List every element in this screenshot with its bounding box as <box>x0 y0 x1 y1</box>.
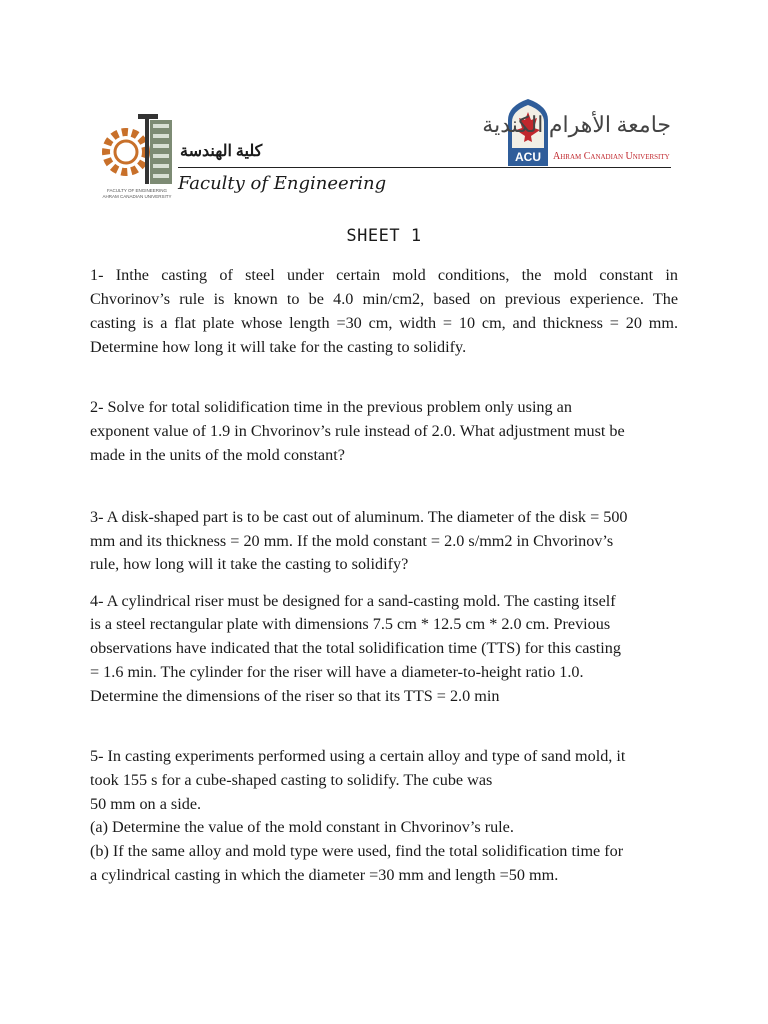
question-line: Determine the dimensions of the riser so that its TTS = 2.0 min <box>90 687 500 705</box>
question-line: 1- Inthe casting of steel under certain mold conditions, the mold constant in <box>90 266 678 284</box>
sheet-title: SHEET 1 <box>346 226 422 246</box>
faculty-logo <box>100 112 180 188</box>
question-line: 2- Solve for total solidification time in the previous problem only using an <box>90 398 572 416</box>
question-line: a cylindrical casting in which the diameter =30 mm and length =50 mm. <box>90 866 559 884</box>
question-line: casting is a flat plate whose length =30 cm, width = 10 cm, and thickness = 20 mm. <box>90 314 678 332</box>
question-line: 5- In casting experiments performed using a certain alloy and type of sand mold, it <box>90 747 626 765</box>
question-line: took 155 s for a cube-shaped casting to solidify. The cube was <box>90 771 493 789</box>
university-english-name: Ahram Canadian University <box>553 151 670 162</box>
university-arabic-name: جامعة الأهرام الكندية <box>482 112 671 137</box>
question-line: mm and its thickness = 20 mm. If the mold constant = 2.0 s/mm2 in Chvorinov’s <box>90 532 614 550</box>
question-line: 4- A cylindrical riser must be designed for a sand-casting mold. The casting itself <box>90 592 616 610</box>
question-line: Determine how long it will take for the casting to solidify. <box>90 338 467 356</box>
question-line: 3- A disk-shaped part is to be cast out of aluminum. The diameter of the disk = 500 <box>90 508 628 526</box>
question-line: (b) If the same alloy and mold type were used, find the total solidification time for <box>90 842 624 860</box>
question-line: Chvorinov’s rule is known to be 4.0 min/cm2, based on previous experience. The <box>90 290 678 308</box>
logo-caption-line: FACULTY OF ENGINEERING <box>106 188 168 193</box>
question-line: rule, how long will it take the casting to solidify? <box>90 555 409 573</box>
question-line: is a steel rectangular plate with dimensions 7.5 cm * 12.5 cm * 2.0 cm. Previous <box>90 615 611 633</box>
question-line: = 1.6 min. The cylinder for the riser will have a diameter-to-height ratio 1.0. <box>90 663 584 681</box>
question-line: (a) Determine the value of the mold constant in Chvorinov’s rule. <box>90 818 514 836</box>
header-divider <box>178 167 671 168</box>
question-line: made in the units of the mold constant? <box>90 446 345 464</box>
question-line: observations have indicated that the total solidification time (TTS) for this casting <box>90 639 621 657</box>
logo-caption <box>92 188 182 200</box>
question-line: 50 mm on a side. <box>90 795 202 813</box>
question-line: exponent value of 1.9 in Chvorinov’s rule instead of 2.0. What adjustment must be <box>90 422 625 440</box>
logo-caption-line: AHRAM CANADIAN UNIVERSITY <box>102 194 172 199</box>
gear-building-logo-icon <box>100 112 180 188</box>
acu-abbr: ACU <box>515 150 541 164</box>
faculty-arabic-name: كلية الهندسة <box>180 143 263 160</box>
faculty-english-name: Faculty of Engineering <box>178 173 387 194</box>
